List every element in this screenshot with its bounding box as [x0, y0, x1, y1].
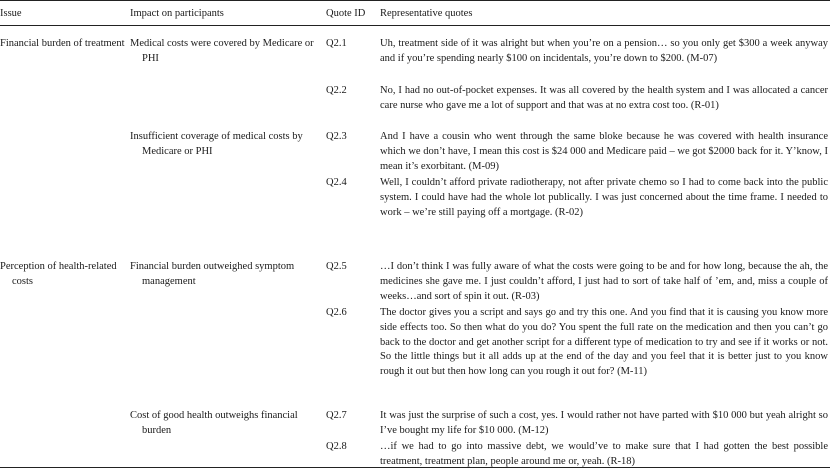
issue-financial-burden: Financial burden of treatment	[0, 38, 125, 49]
quote-id: Q2.6	[326, 307, 347, 318]
quote-text: And I have a cousin who went through the same bloke because he was covered with health insurance which we don’t have, I mean this cost is $24 000 and Medicare paid – we got $2000 back for it. Y’know, I mean it’s exorbitant. (M-09)	[380, 131, 828, 172]
quote-id: Q2.8	[326, 441, 347, 452]
quote-id: Q2.3	[326, 131, 347, 142]
quote-text: Uh, treatment side of it was alright but when you’re on a pension… so you only get $300 a week anyway and if you’re spending nearly $100 on incidentals, you’re down to $200. (M-07)	[380, 38, 828, 64]
quote-text: No, I had no out-of-pocket expenses. It was all covered by the health system and I was allocated a cancer care nurse who gave me a lot of support and that was at no extra cost too. (R-01)	[380, 85, 828, 111]
header-issue: Issue	[0, 8, 22, 19]
quote-id: Q2.1	[326, 38, 347, 49]
impact-good-health: Cost of good health outweighs financial burden	[130, 410, 298, 436]
quote-text: The doctor gives you a script and says go and try this one. And you find that it is causing you know more side effects too. So then what do you do? You spent the full rate on the medication and then you can’t go back to the doctor and get another script for a different type of medication to try and see if it works or not. So the little things but it all adds up at the end of the day and you feel that it is better just to you know rough it out but then how long can you rough it out for? (M-11)	[380, 307, 828, 378]
header-quote-id: Quote ID	[326, 8, 366, 19]
impact-covered: Medical costs were covered by Medicare or PHI	[130, 38, 314, 64]
impact-insufficient-coverage: Insufficient coverage of medical costs by Medicare or PHI	[130, 131, 303, 157]
impact-symptom-management: Financial burden outweighed symptom management	[130, 261, 295, 287]
quote-text: It was just the surprise of such a cost, yes. I would rather not have parted with $10 000 but yeah alright so I’ve bought my life for $10 000. (M-12)	[380, 410, 828, 436]
quote-id: Q2.5	[326, 261, 347, 272]
header-quotes: Representative quotes	[380, 8, 473, 19]
table-top-rule	[0, 0, 830, 1]
issue-perception-costs: Perception of health-related costs	[0, 261, 117, 287]
quote-text: …if we had to go into massive debt, we would’ve to make sure that I had gotten the best possible treatment, treatment plan, people around me or, yeah. (R-18)	[380, 441, 828, 467]
table-bottom-rule	[0, 467, 830, 468]
quote-text: Well, I couldn’t afford private radiotherapy, not after private chemo so I had to come back into the public system. I could have had the whole lot publically. I was just concerned about the time frame. I needed to work – we’re still paying off a mortgage. (R-02)	[380, 177, 828, 218]
quote-id: Q2.2	[326, 85, 347, 96]
quote-id: Q2.7	[326, 410, 347, 421]
table-header-rule	[0, 25, 830, 26]
quote-text: …I don’t think I was fully aware of what the costs were going to be and for how long, because the ah, the medicines she gave me. I just couldn’t afford, I just had to sort of take half of ’em, and, miss a couple of weeks…and sort of spin it out. (R-03)	[380, 261, 828, 302]
quote-id: Q2.4	[326, 177, 347, 188]
header-impact: Impact on participants	[130, 8, 224, 19]
